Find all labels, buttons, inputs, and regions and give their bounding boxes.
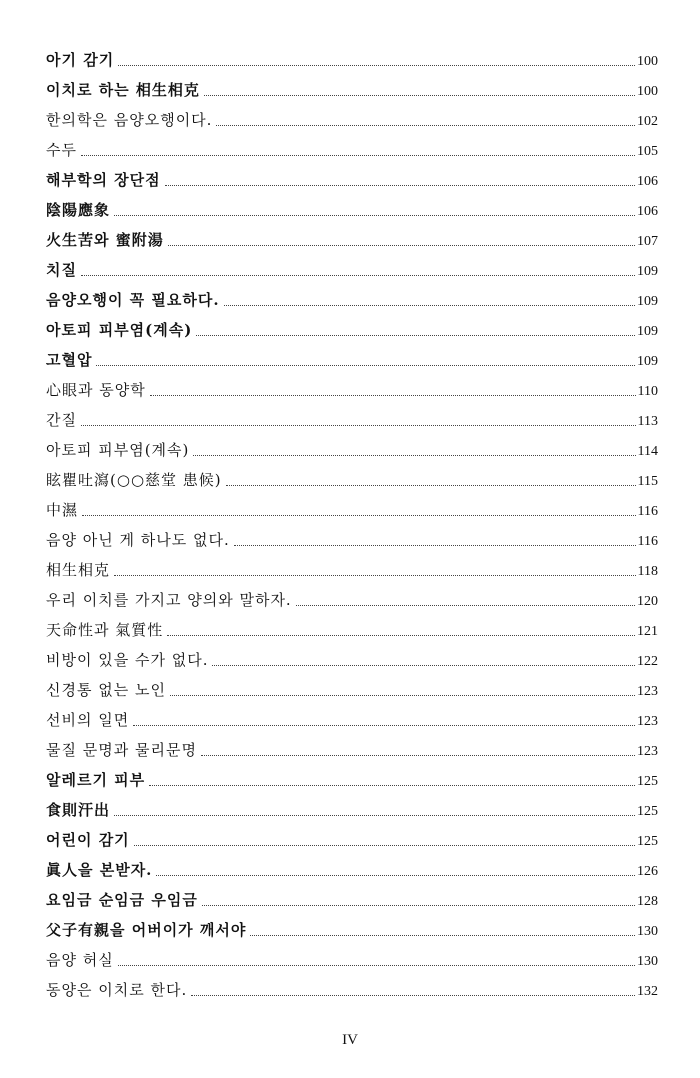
dot-leader bbox=[114, 575, 636, 576]
toc-entry-page: 123 bbox=[637, 744, 658, 759]
toc-entry-page: 100 bbox=[637, 84, 658, 99]
dot-leader bbox=[191, 995, 635, 996]
toc-entry-page: 113 bbox=[637, 414, 658, 429]
toc-entry-page: 102 bbox=[637, 114, 658, 129]
toc-entry bbox=[46, 705, 658, 735]
toc-entry-page: 114 bbox=[637, 444, 658, 459]
toc-entry-title: 火生苦와 蜜附湯 bbox=[46, 231, 164, 249]
toc-entry-title: 음양 허실 bbox=[46, 951, 114, 969]
toc-entry-page: 105 bbox=[637, 144, 658, 159]
toc-entry-page: 109 bbox=[637, 294, 658, 309]
toc-entry bbox=[46, 975, 658, 1005]
toc-entry-title: 고혈압 bbox=[46, 351, 93, 369]
toc-entry-title: 어린이 감기 bbox=[46, 831, 130, 849]
dot-leader bbox=[81, 155, 635, 156]
toc-entry-page: 132 bbox=[637, 984, 658, 999]
toc-entry-page: 130 bbox=[637, 954, 658, 969]
toc-entry-title: 天命性과 氣質性 bbox=[46, 621, 164, 639]
toc-entry bbox=[46, 585, 658, 615]
dot-leader bbox=[167, 635, 635, 636]
toc-entry-title: 이치로 하는 相生相克 bbox=[46, 81, 200, 99]
toc-entry-title: 眞人을 본받자. bbox=[46, 861, 153, 879]
toc-entry-title: 아토피 피부염(계속) bbox=[46, 441, 190, 459]
toc-entry-title: 음양오행이 꼭 필요하다. bbox=[46, 291, 220, 309]
toc-entry bbox=[46, 825, 658, 855]
toc-entry bbox=[46, 345, 658, 375]
dot-leader bbox=[81, 275, 635, 276]
toc-entry bbox=[46, 105, 658, 135]
dot-leader bbox=[149, 785, 635, 786]
toc-entry bbox=[46, 945, 658, 975]
toc-entry-page: 123 bbox=[637, 684, 658, 699]
toc-entry-page: 115 bbox=[637, 474, 658, 489]
toc-entry-page: 106 bbox=[637, 204, 658, 219]
toc-entry-page: 107 bbox=[637, 234, 658, 249]
toc-entry-page: 121 bbox=[637, 624, 658, 639]
toc-entry-page: 109 bbox=[637, 354, 658, 369]
toc-entry-title: 心眼과 동양학 bbox=[46, 381, 146, 399]
toc-entry bbox=[46, 555, 658, 585]
toc-entry bbox=[46, 135, 658, 165]
toc-entry bbox=[46, 255, 658, 285]
toc-entry-title: 해부학의 장단점 bbox=[46, 171, 161, 189]
dot-leader bbox=[296, 605, 635, 606]
toc-entry-page: 123 bbox=[637, 714, 658, 729]
toc-entry-page: 109 bbox=[637, 264, 658, 279]
toc-entry-page: 128 bbox=[637, 894, 658, 909]
toc-entry-title: 수두 bbox=[46, 141, 77, 159]
toc-entry-title: 요임금 순임금 우임금 bbox=[46, 891, 198, 909]
toc-entry-title: 한의학은 음양오행이다. bbox=[46, 111, 213, 129]
toc-entry-page: 125 bbox=[637, 834, 658, 849]
toc-entry bbox=[46, 75, 658, 105]
toc-entry-title: 相生相克 bbox=[46, 561, 111, 579]
toc-entry bbox=[46, 165, 658, 195]
toc-entry bbox=[46, 45, 658, 75]
toc-entry-title: 아기 감기 bbox=[46, 51, 115, 69]
dot-leader bbox=[201, 755, 635, 756]
toc-entry bbox=[46, 765, 658, 795]
dot-leader bbox=[212, 665, 635, 666]
toc-entry-title: 치질 bbox=[46, 261, 77, 279]
toc-entry bbox=[46, 645, 658, 675]
dot-leader bbox=[133, 725, 635, 726]
dot-leader bbox=[250, 935, 635, 936]
toc-entry-page: 120 bbox=[637, 594, 658, 609]
dot-leader bbox=[216, 125, 635, 126]
toc-entry bbox=[46, 315, 658, 345]
toc-entry-page: 118 bbox=[637, 564, 658, 579]
toc-entry bbox=[46, 885, 658, 915]
dot-leader bbox=[193, 455, 635, 456]
dot-leader bbox=[224, 305, 635, 306]
toc-entry-page: 109 bbox=[637, 324, 658, 339]
dot-leader bbox=[118, 65, 635, 66]
toc-entry-title: 신경통 없는 노인 bbox=[46, 681, 166, 699]
dot-leader bbox=[96, 365, 635, 366]
toc-entry bbox=[46, 225, 658, 255]
toc-entry bbox=[46, 795, 658, 825]
toc-entry-title: 우리 이치를 가지고 양의와 말하자. bbox=[46, 591, 292, 609]
dot-leader bbox=[226, 485, 636, 486]
dot-leader bbox=[118, 965, 635, 966]
toc-entry bbox=[46, 405, 658, 435]
toc-entry-page: 116 bbox=[637, 504, 658, 519]
toc-entry-title: 아토피 피부염(계속) bbox=[46, 321, 193, 339]
toc-entry-title: 陰陽應象 bbox=[46, 201, 111, 219]
toc-entry-title: 동양은 이치로 한다. bbox=[46, 981, 188, 999]
toc-entry bbox=[46, 195, 658, 225]
toc-entry bbox=[46, 525, 658, 555]
dot-leader bbox=[168, 245, 635, 246]
toc-entry-page: 100 bbox=[637, 54, 658, 69]
toc-entry-page: 122 bbox=[637, 654, 658, 669]
dot-leader bbox=[170, 695, 635, 696]
toc-entry-title: 선비의 일면 bbox=[46, 711, 130, 729]
toc-entry-page: 116 bbox=[637, 534, 658, 549]
toc-entry bbox=[46, 435, 658, 465]
toc-entry bbox=[46, 495, 658, 525]
dot-leader bbox=[165, 185, 635, 186]
toc-entry bbox=[46, 285, 658, 315]
toc-entry-title: 음양 아닌 게 하나도 없다. bbox=[46, 531, 230, 549]
toc-entry-title: 알레르기 피부 bbox=[46, 771, 146, 789]
toc-entry bbox=[46, 465, 658, 495]
dot-leader bbox=[204, 95, 635, 96]
toc-entry-page: 125 bbox=[637, 804, 658, 819]
toc-entry bbox=[46, 735, 658, 765]
toc-entry-title: 中濕 bbox=[46, 501, 79, 519]
table-of-contents bbox=[46, 45, 658, 1005]
dot-leader bbox=[150, 395, 636, 396]
toc-entry bbox=[46, 675, 658, 705]
toc-entry-page: 106 bbox=[637, 174, 658, 189]
toc-entry-page: 126 bbox=[637, 864, 658, 879]
toc-entry-title: 물질 문명과 물리문명 bbox=[46, 741, 197, 759]
toc-entry-page: 110 bbox=[637, 384, 658, 399]
toc-entry-title: 간질 bbox=[46, 411, 77, 429]
dot-leader bbox=[82, 515, 636, 516]
dot-leader bbox=[202, 905, 635, 906]
toc-entry bbox=[46, 915, 658, 945]
dot-leader bbox=[196, 335, 635, 336]
toc-entry bbox=[46, 855, 658, 885]
dot-leader bbox=[234, 545, 636, 546]
dot-leader bbox=[114, 215, 635, 216]
toc-entry-title: 眩瞿吐瀉(○○慈堂 患候) bbox=[46, 471, 222, 489]
dot-leader bbox=[156, 875, 635, 876]
toc-entry-title: 父子有親을 어버이가 깨서야 bbox=[46, 921, 247, 939]
toc-entry-title: 비방이 있을 수가 없다. bbox=[46, 651, 209, 669]
toc-entry bbox=[46, 375, 658, 405]
dot-leader bbox=[114, 815, 635, 816]
toc-entry-title: 食則汗出 bbox=[46, 801, 111, 819]
toc-entry-page: 125 bbox=[637, 774, 658, 789]
dot-leader bbox=[134, 845, 635, 846]
dot-leader bbox=[81, 425, 636, 426]
toc-entry bbox=[46, 615, 658, 645]
page-number-footer: IV bbox=[342, 1032, 358, 1048]
toc-entry-page: 130 bbox=[637, 924, 658, 939]
